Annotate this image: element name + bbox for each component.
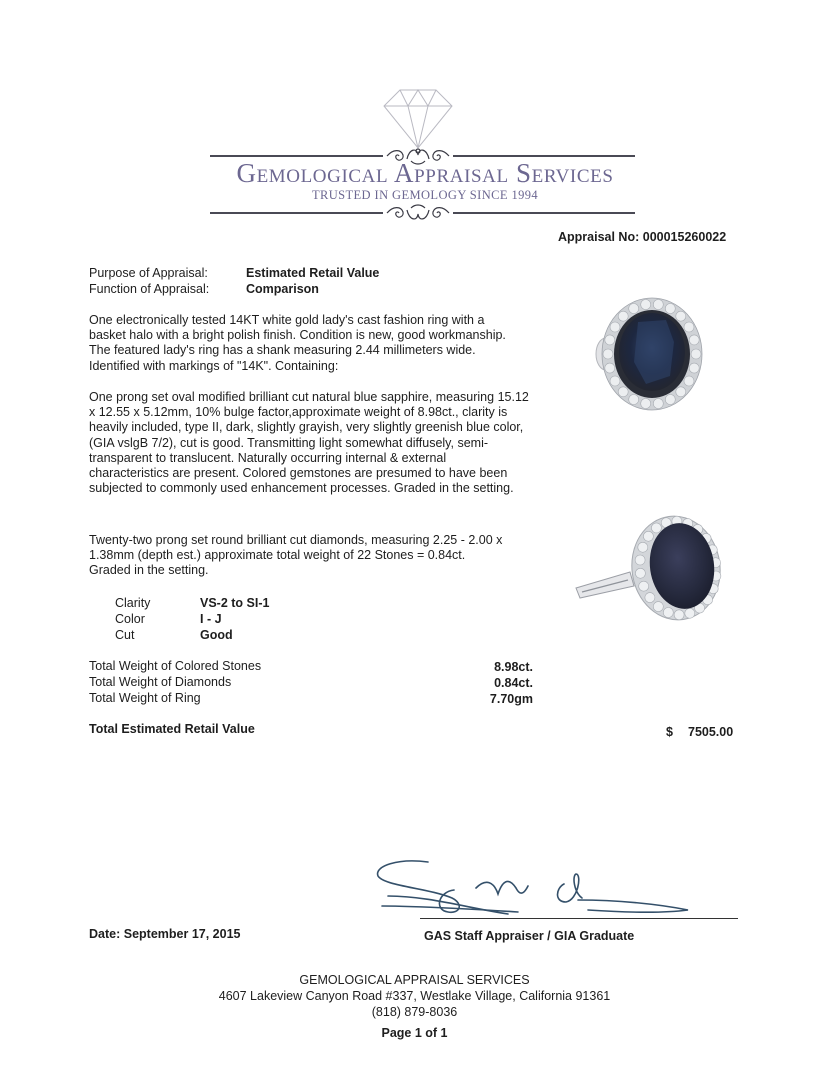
halo-diamond	[691, 349, 701, 359]
halo-diamond	[651, 523, 661, 533]
total-colored-stones-value: 8.98ct.	[494, 660, 533, 674]
grade-clarity-value: VS-2 to SI-1	[200, 596, 270, 610]
company-logo-title: Gemological Appraisal Services	[236, 158, 614, 188]
halo-diamond	[685, 608, 695, 618]
halo-diamond	[653, 602, 663, 612]
signature-line	[420, 918, 738, 919]
halo-diamond	[641, 300, 651, 310]
halo-diamond	[629, 304, 639, 314]
logo-top-rule-left	[210, 155, 383, 157]
appraiser-signature	[368, 852, 698, 922]
purpose-label: Purpose of Appraisal:	[89, 266, 208, 280]
halo-diamond	[689, 363, 699, 373]
function-value: Comparison	[246, 282, 319, 296]
grand-total-value: 7505.00	[688, 725, 734, 739]
footer-address: 4607 Lakeview Canyon Road #337, Westlake Village, California 91361	[218, 989, 611, 1003]
appraisal-date	[89, 927, 241, 941]
halo-diamond	[653, 399, 663, 409]
halo-diamond	[639, 581, 649, 591]
date-value: September 17, 2015	[123, 927, 241, 941]
diamonds-description: Twenty-two prong set round brilliant cut diamonds, measuring 2.25 - 2.00 x 1.38mm (depth est.) approximate total weight of 22 Stones = 0.84ct. Graded in the setting.	[89, 533, 503, 578]
ring-description: One electronically tested 14KT white gold lady's cast fashion ring with a basket halo with a bright polish finish. Condition is new, good workmanship. The featured lady's ring has a shank measuring 2.44 millimeters wide. Identified with markings of "14K". Containing:	[89, 313, 506, 373]
logo-bottom-rule-right	[453, 212, 635, 214]
logo-bottom-rule-left	[210, 212, 383, 214]
halo-diamond	[618, 387, 628, 397]
halo-diamond	[605, 363, 615, 373]
grade-clarity-label: Clarity	[115, 596, 151, 610]
halo-diamond	[629, 395, 639, 405]
halo-diamond	[676, 387, 686, 397]
halo-diamond	[618, 311, 628, 321]
grand-total-label: Total Estimated Retail Value	[89, 722, 255, 736]
halo-diamond	[674, 610, 684, 620]
total-diamonds-label: Total Weight of Diamonds	[89, 675, 232, 689]
diamond-icon	[382, 88, 454, 150]
purpose-value: Estimated Retail Value	[246, 266, 380, 280]
halo-diamond	[610, 322, 620, 332]
total-diamonds-value: 0.84ct.	[494, 676, 533, 690]
grade-cut-value: Good	[200, 628, 233, 642]
halo-diamond	[684, 322, 694, 332]
footer-phone: (818) 879-8036	[371, 1005, 458, 1019]
halo-diamond	[603, 349, 613, 359]
grade-color-value: I - J	[200, 612, 222, 626]
ring-top-view-photo	[586, 292, 726, 412]
halo-diamond	[635, 568, 645, 578]
page-number: Page 1 of 1	[381, 1026, 448, 1040]
appraiser-title: GAS Staff Appraiser / GIA Graduate	[424, 929, 635, 943]
ring-side-view-photo	[572, 506, 742, 636]
flourish-bottom-icon	[385, 202, 451, 224]
halo-diamond	[689, 335, 699, 345]
footer-company: GEMOLOGICAL APPRAISAL SERVICES	[299, 973, 530, 987]
halo-diamond	[665, 395, 675, 405]
total-ring-weight-value: 7.70gm	[489, 692, 533, 706]
logo-top-rule-right	[453, 155, 635, 157]
halo-diamond	[605, 335, 615, 345]
appraisal-number	[558, 230, 726, 244]
halo-diamond	[638, 542, 648, 552]
date-label: Date:	[89, 927, 121, 941]
total-ring-weight-label: Total Weight of Ring	[89, 691, 201, 705]
halo-diamond	[635, 555, 645, 565]
halo-diamond	[665, 304, 675, 314]
halo-diamond	[645, 593, 655, 603]
halo-diamond	[676, 311, 686, 321]
halo-diamond	[643, 531, 653, 541]
grand-total-currency: $	[666, 725, 673, 739]
appraisal-number-value: 000015260022	[642, 230, 727, 244]
grade-cut-label: Cut	[115, 628, 135, 642]
appraisal-number-label: Appraisal No:	[558, 230, 640, 244]
company-tagline: TRUSTED IN GEMOLOGY SINCE 1994	[311, 188, 539, 202]
halo-diamond	[610, 376, 620, 386]
function-label: Function of Appraisal:	[89, 282, 210, 296]
halo-diamond	[684, 376, 694, 386]
grade-color-label: Color	[115, 612, 145, 626]
halo-diamond	[663, 608, 673, 618]
sapphire-description: One prong set oval modified brilliant cut natural blue sapphire, measuring 15.12 x 12.55 x 5.12mm, 10% bulge factor,approximate weight of 8.98ct., clarity is heavily included, type II, dark, slightly grayish, very slightly greenish blue color, (GIA vslgB 7/2), cut is good. Transmitting light somewhat diffusely, semi-transparent to translucent. Naturally occurring internal & external characteristics are present. Colored gemstones are presumed to have been subjected to commonly used enhancement processes. Graded in the setting.	[89, 390, 529, 496]
halo-diamond	[653, 300, 663, 310]
total-colored-stones-label: Total Weight of Colored Stones	[89, 659, 262, 673]
halo-diamond	[641, 399, 651, 409]
